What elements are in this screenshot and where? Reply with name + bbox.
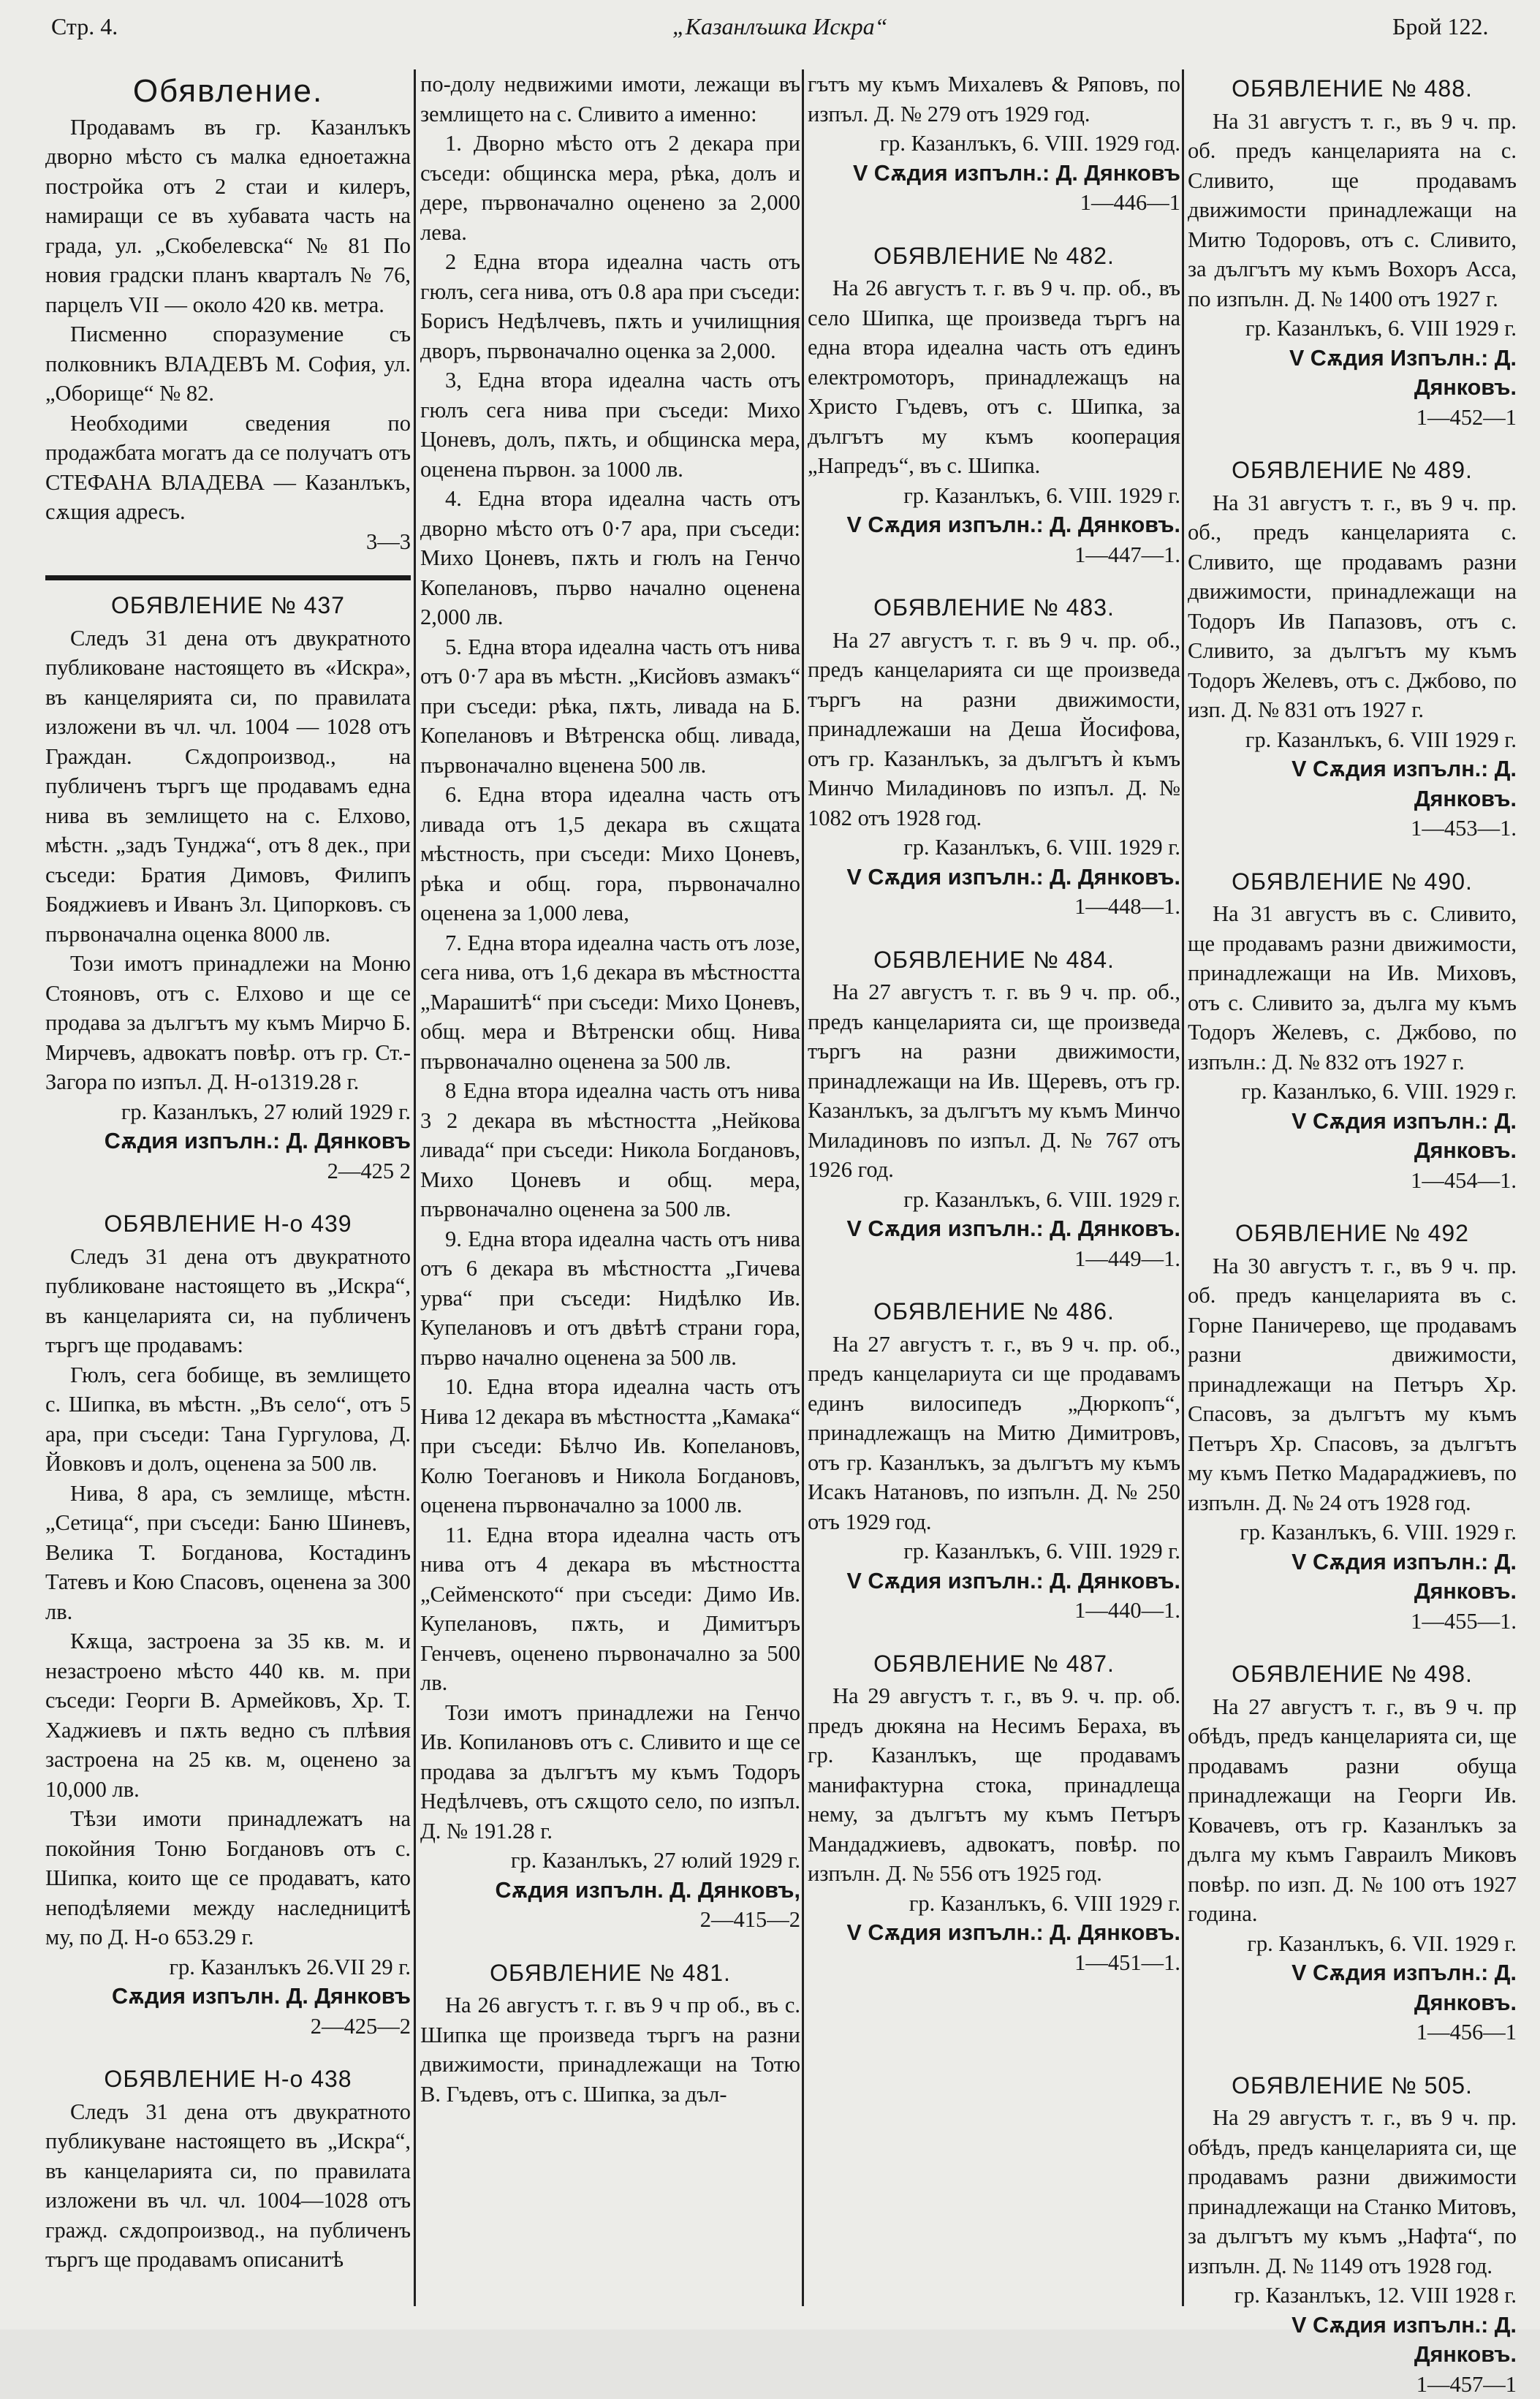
ad-date: гр. Казанлъкъ, 12. VIII 1928 г. (1188, 2281, 1517, 2311)
ad-date: гр. Казанлъкъ, 6. VIII 1929 г. (1188, 314, 1517, 344)
ad-signature: V Сѫдия изпълн.: Д. Дянковъ. (808, 1918, 1180, 1948)
ad-signature: V Сѫдия изпълн.: Д. Дянковъ. (1188, 1958, 1517, 2017)
ad-date: гр. Казанлъко, 6. VIII. 1929 г. (1188, 1077, 1517, 1107)
ad-signature: V Сѫдия изпълн.: Д. Дянковъ (808, 159, 1180, 189)
ad-title: ОБЯВЛЕНИЕ № 484. (808, 945, 1180, 975)
page-number: Стр. 4. (51, 13, 118, 40)
list-item: 3, Една втора идеална часть отъ гюлъ сега нива при съседи: Михо Цоневъ, долъ, пѫть, и общинска мера, оценена първон. за 1000 лв. (420, 365, 800, 484)
issue-number: Брой 122. (1392, 13, 1489, 40)
ad-text: На 29 августъ т. г., въ 9 ч. пр. обѣдъ, предъ канцеларията си, ще продавамъ разни движимости принадлежащи на Станко Митовъ, за дългътъ му къмъ „Нафта“, по изпълн. Д. № 1149 отъ 1928 год. (1188, 2103, 1517, 2281)
ad-text: На 27 августъ т. г. въ 9 ч. пр. об., предъ канцеларията си, ще произведа търгъ на разни движимости, принадлежащи на Ив. Щеревъ, отъ гр. Казанлъкъ, за дългътъ му къмъ Минчо Миладиновъ по изпъл. Д. № 767 отъ 1926 год. (808, 977, 1180, 1185)
ad-title: ОБЯВЛЕНИЕ № 437 (45, 591, 411, 621)
ad-number: 1—457—1 (1188, 2370, 1517, 2399)
ad-date: гр. Казанлъкъ, 6. VIII. 1929 год. (808, 129, 1180, 159)
ad-text: по-долу недвижими имоти, лежащи въ землището на с. Сливито а именно: (420, 69, 800, 129)
ad-signature: V Сѫдия изпълн.: Д. Дянковъ. (808, 863, 1180, 892)
ad-date: гр. Казанлъкъ, 6. VIII. 1929 г. (808, 481, 1180, 511)
list-item: 9. Една втора идеална часть отъ нива отъ 6 декара въ мѣстността „Гичева урва“ при съседи: Нидѣлко Ив. Купелановъ и отъ двѣтѣ страни гора, първо начално оценена за 500 лв. (420, 1224, 800, 1373)
ad-date: гр. Казанлъкъ, 6. VIII 1929 г. (1188, 725, 1517, 755)
ad-signature: Сѫдия изпълн. Д. Дянковъ, (420, 1876, 800, 1906)
ad-text: На 30 августъ т. г., въ 9 ч. пр. об. предъ канцеларията въ с. Горне Паничерево, ще продавамъ разни движимости, принадлежащи на Петъръ Хр. Спасовъ, за дългътъ му къмъ Петъръ Хр. Спасовъ, за дългътъ му къмъ Петко Мадараджиевъ, по изпълн. Д. № 24 отъ 1928 год. (1188, 1251, 1517, 1518)
ad-signature: V Сѫдия изпълн.: Д. Дянковъ. (808, 1214, 1180, 1244)
ad-number: 1—449—1. (808, 1244, 1180, 1274)
list-item: 1. Дворно мѣсто отъ 2 декара при съседи: общинска мера, рѣка, долъ и дере, първоначално оценено за 2,000 лева. (420, 129, 800, 247)
ad-signature: Сѫдия изпълн.: Д. Дянковъ (45, 1126, 411, 1156)
ad-signature: V Сѫдия изпълн.: Д. Дянковъ. (1188, 754, 1517, 814)
ad-date: гр. Казанлъкъ, 6. VIII. 1929 г. (808, 1536, 1180, 1566)
ad-number: 1—456—1 (1188, 2017, 1517, 2047)
ad-number: 1—455—1. (1188, 1607, 1517, 1637)
ad-title: ОБЯВЛЕНИЕ № 483. (808, 593, 1180, 623)
ad-number: 1—448—1. (808, 892, 1180, 922)
ad-number: 1—452—1 (1188, 403, 1517, 433)
ad-number: 1—453—1. (1188, 814, 1517, 844)
list-item: 11. Една втора идеална часть отъ нива отъ 4 декара въ мѣстността „Сейменското“ при съседи: Димо Ив. Купелановъ, пѫть, и Димитъръ Генчевъ, оценено първоначално за 500 лв. (420, 1520, 800, 1698)
ad-signature: V Сѫдия изпълн.: Д. Дянковъ. (808, 510, 1180, 540)
ad-title: ОБЯВЛЕНИЕ № 492 (1188, 1219, 1517, 1248)
ad-title: ОБЯВЛЕНИЕ № 486. (808, 1297, 1180, 1327)
ad-text: Кѫща, застроена за 35 кв. м. и незастроено мѣсто 440 кв. м. при съседи: Георги В. Армейковъ, Хр. Т. Хаджиевъ и пѫть ведно съ плѣвия застроена на 25 кв. м, оценено за 10,000 лв. (45, 1626, 411, 1804)
ad-signature: V Сѫдия изпълн.: Д. Дянковъ. (808, 1566, 1180, 1596)
list-item: 8 Една втора идеална часть отъ нива 3 2 декара въ мѣстността „Нейкова ливада“ при съседи: Никола Богдановъ, Михо Цоневъ и общ. мера, първоначално оценена за 500 лв. (420, 1076, 800, 1224)
ad-title: ОБЯВЛЕНИЕ Н-о 438 (45, 2064, 411, 2094)
ad-text: Нива, 8 ара, съ землище, мѣстн. „Сетица“, при съседи: Баню Шиневъ, Велика Т. Богданова, Костадинъ Татевъ и Кою Спасовъ, оценена за 300 лв. (45, 1479, 411, 1627)
ad-title: ОБЯВЛЕНИЕ № 490. (1188, 867, 1517, 897)
ad-title: ОБЯВЛЕНИЕ № 482. (808, 241, 1180, 271)
ad-text: На 31 августъ т. г., въ 9 ч. пр. об., предъ канцеларията с. Сливито, ще продавамъ разни движимости, принадлежащи на Тодоръ Ив Папазовъ, отъ с. Сливито, за дългътъ му къмъ Тодоръ Желевъ, отъ с. Джбово, по изп. Д. № 831 отъ 1927 г. (1188, 488, 1517, 725)
ad-number: 1—446—1 (808, 188, 1180, 218)
column-rule (802, 69, 804, 2306)
ad-text: Тѣзи имоти принадлежатъ на покойния Тоню Богдановъ отъ с. Шипка, които ще се продаватъ, като неподѣляеми между наследницитѣ му, по Д. Н-о 653.29 г. (45, 1804, 411, 1952)
ad-date: гр. Казанлъкъ, 6. VIII 1929 г. (808, 1889, 1180, 1919)
ad-title: ОБЯВЛЕНИЕ Н-о 439 (45, 1209, 411, 1239)
ad-text: На 27 августъ т. г., въ 9 ч. пр. об., предъ канцелариута си ще продавамъ единъ вилосипедъ „Дюркопъ“, принадлежащъ на Митю Димитровъ, отъ гр. Казанлъкъ, за дългътъ му къмъ Исакъ Натановъ, по изпълн. Д. № 250 отъ 1929 год. (808, 1330, 1180, 1537)
ad-date: гр. Казанлъкъ, 27 юлий 1929 г. (45, 1097, 411, 1127)
ad-text: На 27 августъ т. г. въ 9 ч. пр. об., предъ канцеларията си ще произведа търгъ на разни движимости, принадлежаши на Деша Йосифова, отъ гр. Казанлъкъ, за дългътъ ѝ къмъ Минчо Миладиновъ по изпъл. Д. № 1082 отъ 1928 год. (808, 626, 1180, 833)
ad-text: Следъ 31 дена отъ двукратното публикуване настоящето въ „Искра“, въ канцеларията си, по правилата изложени въ чл. чл. 1004—1028 отъ гражд. сѫдопроизвод., на публиченъ търгъ ще продавамъ описанитѣ (45, 2097, 411, 2275)
ad-text: На 27 августъ т. г., въ 9 ч. пр обѣдъ, предъ канцеларията си, ще продавамъ разни обуща принадлежащи на Георги Ив. Ковачевъ, отъ гр. Казанлъкъ за дълга му къмъ Гавраилъ Миковъ повѣр. по изп. Д. № 100 отъ 1927 година. (1188, 1692, 1517, 1929)
ad-title: Обявление. (45, 77, 411, 107)
ad-number: 2—415—2 (420, 1905, 800, 1935)
ad-date: гр. Казанлъкъ, 6. VII. 1929 г. (1188, 1929, 1517, 1959)
ad-date: гр. Казанлъкъ 26.VII 29 г. (45, 1952, 411, 1982)
ad-signature: V Сѫдия изпълн.: Д. Дянковъ. (1188, 1547, 1517, 1607)
ad-title: ОБЯВЛЕНИЕ № 489. (1188, 455, 1517, 485)
ad-date: гр. Казанлъкъ, 6. VIII. 1929 г. (808, 1185, 1180, 1215)
column-4 (1188, 69, 1517, 2399)
ad-number: 1—447—1. (808, 540, 1180, 570)
ad-date: гр. Казанлъкъ, 6. VIII. 1929 г. (808, 833, 1180, 863)
ad-text: На 29 августъ т. г., въ 9. ч. пр. об. предъ дюкяна на Несимъ Бераха, въ гр. Казанлъкъ, ще продавамъ манифактурна стока, принадлеща нему, за дългътъ му къмъ Петъръ Мандаджиевъ, адвокатъ, повѣр. по изпълн. Д. № 556 отъ 1925 год. (808, 1681, 1180, 1889)
column-2 (420, 69, 800, 2109)
ad-number: 1—440—1. (808, 1596, 1180, 1626)
ad-number: 3—3 (45, 527, 411, 557)
ad-signature: Сѫдия изпълн. Д. Дянковъ (45, 1982, 411, 2012)
list-item: 7. Една втора идеална часть отъ лозе, сега нива, отъ 1,6 декара въ мѣстността „Марашитѣ“ при съседи: Михо Цоневъ, общ. мера и Вѣтренски общ. Нива първоначално оценена за 500 лв. (420, 928, 800, 1077)
column-1 (45, 69, 411, 2275)
ad-text: Необходими сведения по продажбата могатъ да се получатъ отъ СТЕФАНА ВЛАДЕВА — Казанлъкъ, сѫщия адресъ. (45, 409, 411, 527)
ad-text: Писменно споразумение съ полковникъ ВЛАДЕВЪ М. София, ул. „Оборище“ № 82. (45, 319, 411, 409)
list-item: 6. Една втора идеална часть отъ ливада отъ 1,5 декара въ сѫщата мѣстность, при съседи: Михо Цоневъ, рѣка и общ. гора, първоначално оценена за 1,000 лева, (420, 780, 800, 928)
list-item: 5. Една втора идеална часть отъ нива отъ 0·7 ара въ мѣстн. „Кисйовъ азмакъ“ при съседи: рѣка, пѫть, ливада на Б. Копелановъ и Вѣтренска общ. ливада, първоначално вценена 500 лв. (420, 632, 800, 781)
list-item: 4. Една втора идеална часть отъ дворно мѣсто отъ 0·7 ара, при съседи: Михо Цоневъ, пѫть и гюлъ на Генчо Копелановъ, първо начално оценена 2,000 лв. (420, 484, 800, 632)
ad-text: На 31 августъ т. г., въ 9 ч. пр. об. предъ канцеларията на с. Сливито, ще продавамъ движимости принадлежащи на Митю Тодоровъ, отъ с. Сливито, за дългътъ му къмъ Вохоръ Асса, по изпълн. Д. № 1400 отъ 1927 г. (1188, 107, 1517, 314)
ad-text: Гюлъ, сега бобище, въ землището с. Шипка, въ мѣстн. „Въ село“, отъ 5 ара, при съседи: Тана Гургулова, Д. Йовковъ и долъ, оценена за 500 лв. (45, 1360, 411, 1479)
ad-text: Този имотъ принадлежи на Моню Стояновъ, отъ с. Елхово и ще се продава за дългътъ му къмъ Мирчо Б. Мирчевъ, адвокатъ повѣр. отъ гр. Ст.-Загора по изпъл. Д. Н-о1319.28 г. (45, 949, 411, 1097)
column-rule (1182, 69, 1184, 2306)
ad-text: Следъ 31 дена отъ двукратното публиковане настоящето въ „Искра“, въ канцеларията си, на публиченъ търгъ ще продавамъ: (45, 1242, 411, 1360)
ad-title: ОБЯВЛЕНИЕ № 498. (1188, 1659, 1517, 1689)
list-item: 2 Една втора идеална часть отъ гюлъ, сега нива, отъ 0.8 ара при съседи: Борисъ Недѣлчевъ, пѫть и училищния дворъ, първоначално оценка за 2,000. (420, 247, 800, 365)
ad-text: Продавамъ въ гр. Казанлъкъ дворно мѣсто съ малка едноетажна постройка отъ 2 стаи и килеръ, намиращи се въ хубавата часть на града, ул. „Скобелевска“ № 81 По новия градски планъ кварталъ № 76, парцелъ VII — около 420 кв. метра. (45, 113, 411, 320)
ad-signature: V Сѫдия изпълн.: Д. Дянковъ. (1188, 2311, 1517, 2370)
ad-text: На 31 августъ въ с. Сливито, ще продавамъ разни движимости, принадлежащи на Ив. Миховъ, отъ с. Сливито за, дълга му къмъ Тодоръ Желевъ, с. Джбово, по изпълн.: Д. № 832 отъ 1927 г. (1188, 899, 1517, 1077)
ad-text: Следъ 31 дена отъ двукратното публиковане настоящето въ «Искра», въ канцелярията си, по правилата изложени въ чл. чл. 1004 — 1028 отъ Граждан. Сѫдопроизвод., на публиченъ търгъ ще продавамъ една нива въ землището на с. Елхово, мѣстн. „задъ Тунджа“, отъ 8 дек., при съседи: Братия Димовъ, Филипъ Бояджиевъ и Иванъ Зл. Ципорковъ. съ първоначална оценка 8000 лв. (45, 624, 411, 950)
ad-title: ОБЯВЛЕНИЕ № 488. (1188, 74, 1517, 104)
ad-signature: V Сѫдия Изпълн.: Д. Дянковъ. (1188, 344, 1517, 403)
ad-date: гр. Казанлъкъ, 27 юлий 1929 г. (420, 1846, 800, 1876)
column-3 (808, 69, 1180, 1977)
ad-title: ОБЯВЛЕНИЕ № 487. (808, 1649, 1180, 1679)
section-divider (45, 575, 411, 580)
ad-text: Този имотъ принадлежи на Генчо Ив. Копилановъ отъ с. Сливито и ще се продава за дългътъ му къмъ Тодоръ Недѣлчевъ, отъ сѫщото село, по изпъл. Д. № 191.28 г. (420, 1698, 800, 1846)
ad-number: 1—451—1. (808, 1948, 1180, 1978)
ad-number: 2—425 2 (45, 1156, 411, 1186)
ad-number: 2—425—2 (45, 2012, 411, 2042)
page-header (0, 13, 1540, 57)
ad-text: На 26 августъ т. г. въ 9 ч. пр. об., въ село Шипка, ще произведа търгъ на една втора идеална часть отъ единъ електромоторъ, принадлежащъ на Христо Гъдевъ, отъ с. Шипка, за дългътъ му къмъ кооперация „Напредъ“, въ с. Шипка. (808, 273, 1180, 481)
ad-number: 1—454—1. (1188, 1166, 1517, 1196)
ad-signature: V Сѫдия изпълн.: Д. Дянковъ. (1188, 1107, 1517, 1166)
ad-title: ОБЯВЛЕНИЕ № 481. (420, 1958, 800, 1988)
list-item: 10. Една втора идеална часть отъ Нива 12 декара въ мѣстността „Камака“ при съседи: Бѣлчо Ив. Копелановъ, Колю Тоегановъ и Никола Богдановъ, оценена първоначално за 1000 лв. (420, 1372, 800, 1520)
ad-date: гр. Казанлъкъ, 6. VIII. 1929 г. (1188, 1517, 1517, 1547)
ad-text: гътъ му къмъ Михалевъ & Ряповъ, по изпъл. Д. № 279 отъ 1929 год. (808, 69, 1180, 129)
newspaper-title: „Казанлъшка Искра“ (672, 13, 887, 40)
ad-title: ОБЯВЛЕНИЕ № 505. (1188, 2071, 1517, 2101)
ad-text: На 26 августъ т. г. въ 9 ч пр об., въ с. Шипка ще произведа търгъ на разни движимости, принадлежащи на Тотю В. Гъдевъ, отъ с. Шипка, за дъл- (420, 1990, 800, 2109)
column-rule (414, 69, 416, 2306)
